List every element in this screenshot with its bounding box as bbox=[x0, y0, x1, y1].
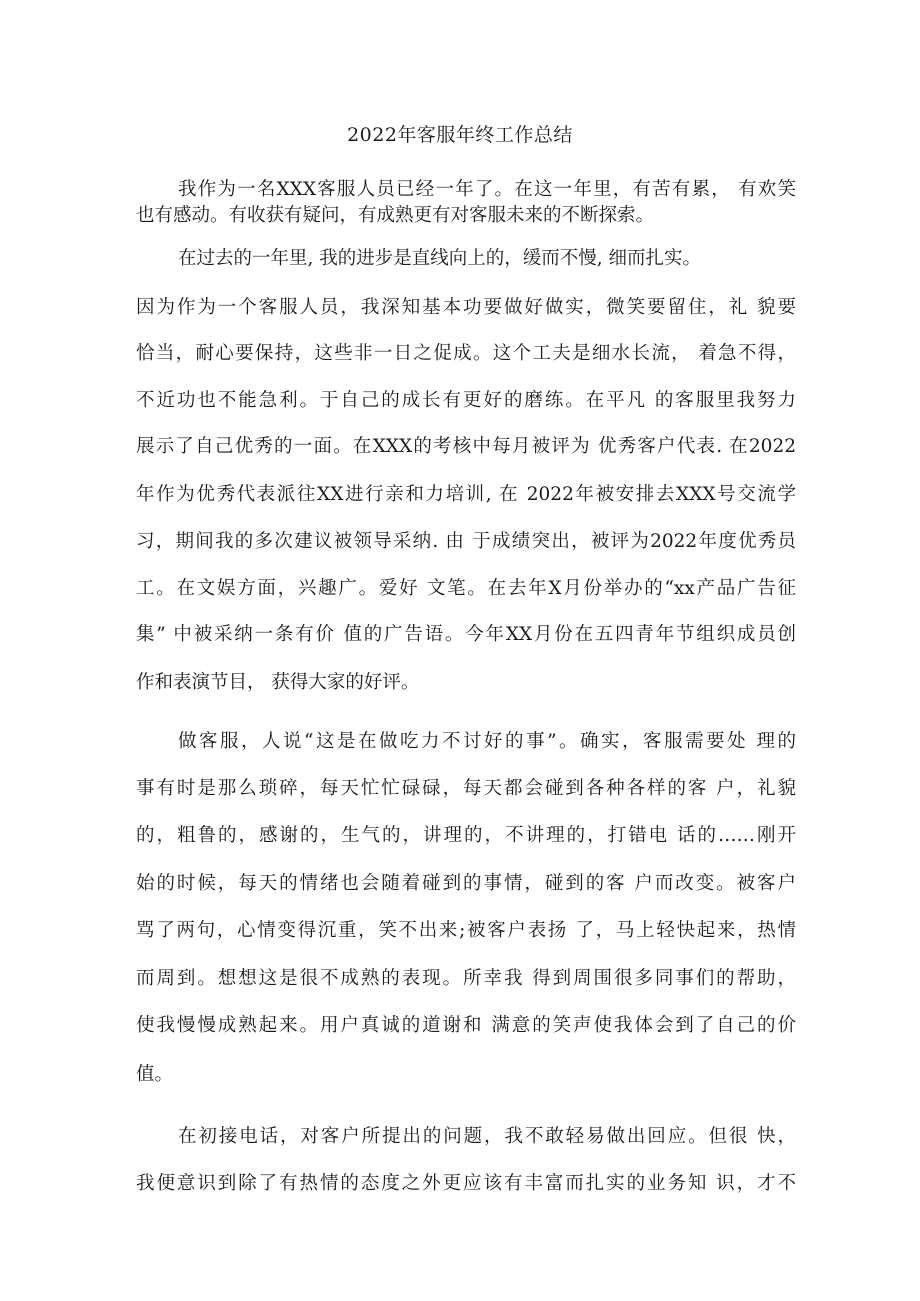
paragraph-4-line-7: 使我慢慢成熟起来。用户真诚的道谢和 满意的笑声使我体会到了自己的价 bbox=[136, 1015, 796, 1036]
paragraph-4-line-5: 骂了两句，心情变得沉重，笑不出来;被客户表扬 了，马上轻快起来，热情 bbox=[136, 920, 796, 941]
paragraph-3-line-4: 展示了自己优秀的一面。在XXX的考核中每月被评为 优秀客户代表. 在2022 bbox=[136, 436, 796, 457]
paragraph-2-line-1: 在过去的一年里, 我的进步是直线向上的，缓而不慢, 细而扎实。 bbox=[178, 248, 702, 269]
paragraph-3-line-3: 不近功也不能急利。于自己的成长有更好的磨练。在平凡 的客服里我努力 bbox=[136, 390, 796, 411]
paragraph-1-line-2: 也有感动。有收获有疑问，有成熟更有对客服未来的不断探索。 bbox=[136, 205, 655, 226]
paragraph-3-line-6: 习，期间我的多次建议被领导采纳. 由 于成绩突出，被评为2022年度优秀员 bbox=[136, 531, 796, 552]
document-title: 2022年客服年终工作总结 bbox=[347, 124, 573, 146]
paragraph-3-line-7: 工。在文娱方面，兴趣广。爱好 文笔。在去年X月份举办的“xx产品广告征 bbox=[136, 578, 796, 599]
paragraph-5-line-2: 我便意识到除了有热情的态度之外更应该有丰富而扎实的业务知 识，才不 bbox=[136, 1173, 796, 1194]
paragraph-4-line-4: 始的时候，每天的情绪也会随着碰到的事情，碰到的客 户而改变。被客户 bbox=[136, 873, 796, 894]
paragraph-3-line-8: 集” 中被采纳一条有价 值的广告语。今年XX月份在五四青年节组织成员创 bbox=[136, 624, 796, 645]
paragraph-3-line-5: 年作为优秀代表派往XX进行亲和力培训, 在 2022年被安排去XXX号交流学 bbox=[136, 484, 796, 505]
paragraph-5-line-1: 在初接电话，对客户所提出的问题，我不敢轻易做出回应。但很 快， bbox=[178, 1126, 796, 1147]
paragraph-3-line-2: 恰当，耐心要保持，这些非一日之促成。这个工夫是细水长流， 着急不得， bbox=[136, 343, 796, 364]
paragraph-4-line-3: 的，粗鲁的，感谢的，生气的，讲理的，不讲理的，打错电 话的……刚开 bbox=[136, 825, 796, 846]
paragraph-3-line-9: 作和表演节目， 获得大家的好评。 bbox=[136, 672, 420, 693]
paragraph-4-line-1: 做客服，人说“这是在做吃力不讨好的事”。确实，客服需要处 理的 bbox=[178, 731, 796, 752]
paragraph-3-line-1: 因为作为一个客服人员，我深知基本功要做好做实，微笑要留住，礼 貌要 bbox=[136, 297, 796, 318]
paragraph-4-line-8: 值。 bbox=[136, 1064, 174, 1085]
paragraph-1-line-1: 我作为一名XXX客服人员已经一年了。在这一年里，有苦有累， 有欢笑 bbox=[178, 179, 796, 200]
paragraph-4-line-6: 而周到。想想这是很不成熟的表现。所幸我 得到周围很多同事们的帮助， bbox=[136, 968, 796, 989]
paragraph-4-line-2: 事有时是那么琐碎，每天忙忙碌碌，每天都会碰到各种各样的客 户，礼貌 bbox=[136, 778, 796, 799]
